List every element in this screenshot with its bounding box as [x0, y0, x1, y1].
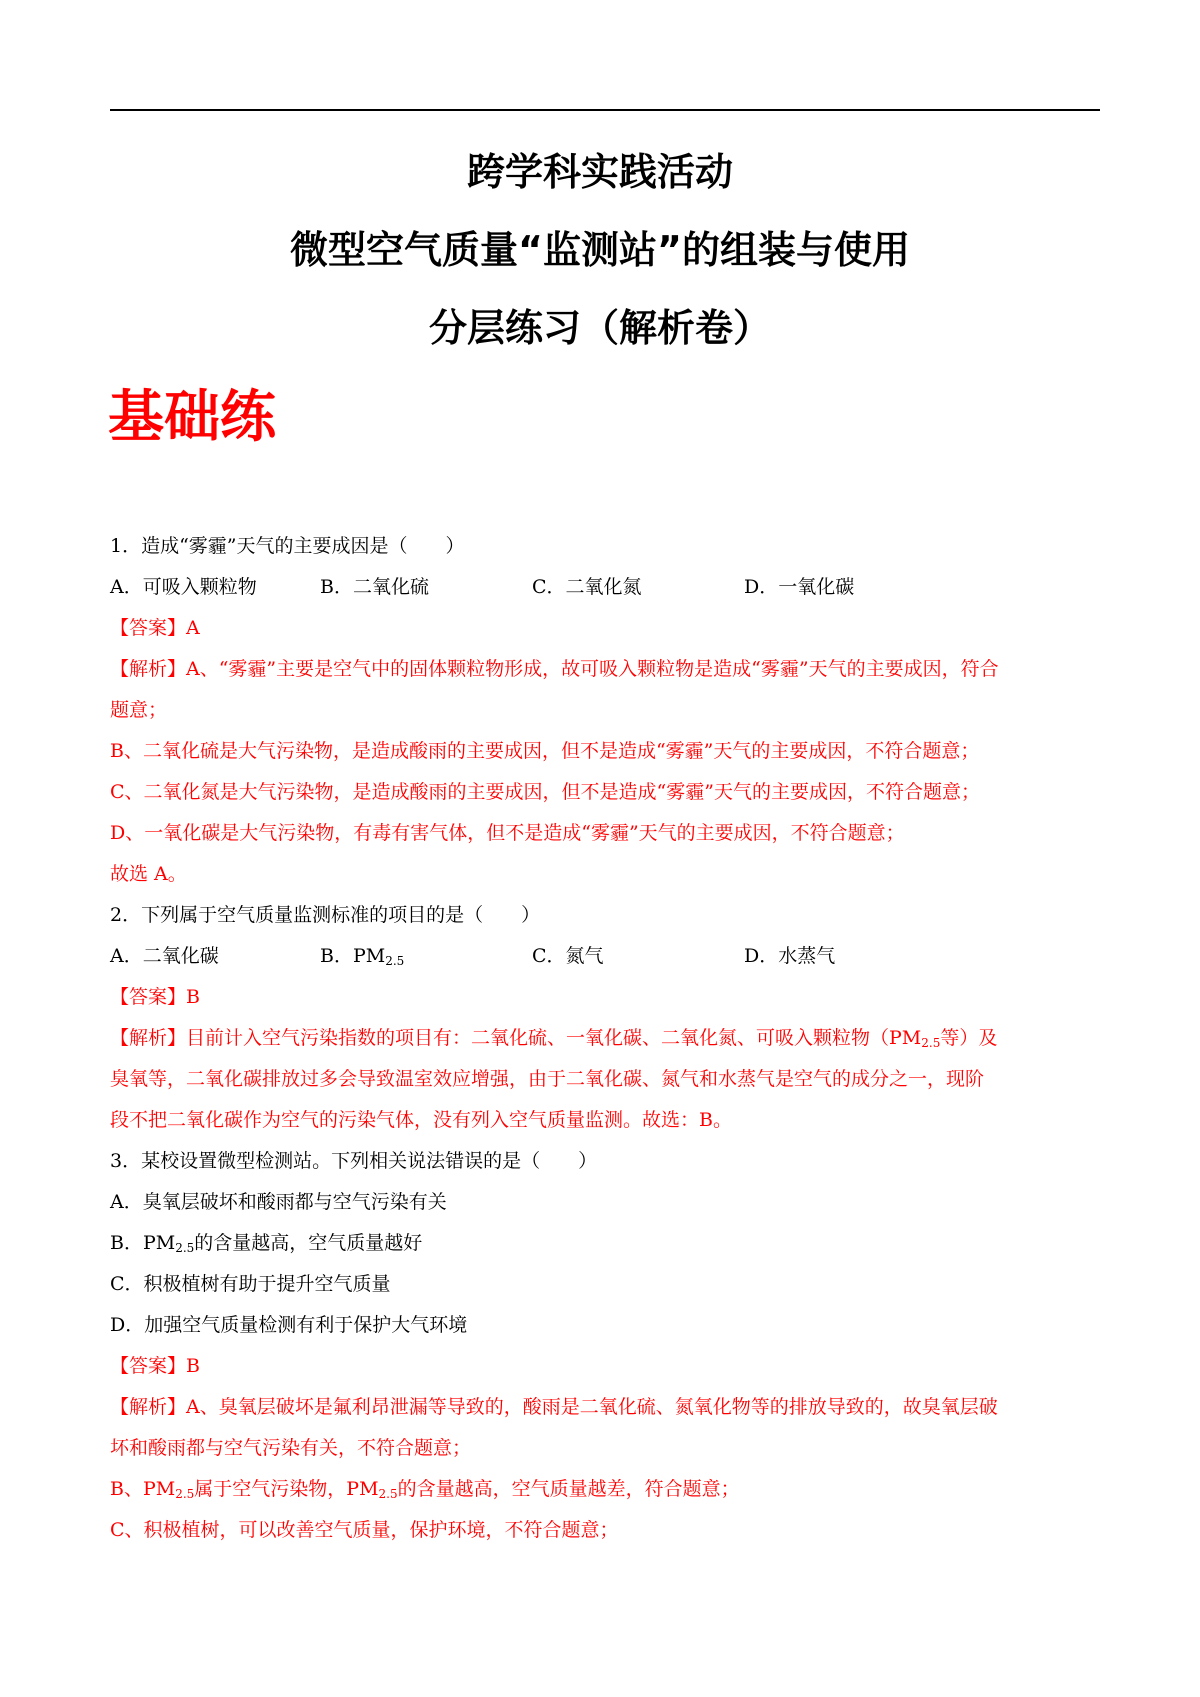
q1-analysis-line: 故选 A。 — [110, 863, 187, 885]
header-rule — [110, 109, 1100, 111]
q2-analysis-line: 【解析】目前计入空气污染指数的项目有：二氧化硫、一氧化碳、二氧化氮、可吸入颗粒物（$PM_{2.5}$等）及 — [110, 1027, 998, 1050]
q1-option-d: D．一氧化碳 — [744, 576, 855, 598]
q1-analysis-line: B、二氧化硫是大气污染物，是造成酸雨的主要成因，但不是造成“雾霾”天气的主要成因，不符合题意； — [110, 740, 980, 762]
q3-stem: 3．某校设置微型检测站。下列相关说法错误的是（ ） — [110, 1150, 598, 1172]
q2-option-a: A．二氧化碳 — [110, 945, 219, 967]
questions — [110, 526, 1100, 1551]
q3-analysis-line: 【解析】A、臭氧层破坏是氟利昂泄漏等导致的，酸雨是二氧化硫、氮氧化物等的排放导致的，故臭氧层破 — [110, 1396, 998, 1418]
q3-analysis-line: 坏和酸雨都与空气污染有关，不符合题意； — [110, 1437, 472, 1459]
q2-analysis-line: 段不把二氧化碳作为空气的污染气体，没有列入空气质量监测。故选：B。 — [110, 1109, 732, 1131]
page-subtitle: 微型空气质量“监测站”的组装与使用 — [290, 228, 910, 272]
q3-analysis-line: C、积极植树，可以改善空气质量，保护环境，不符合题意； — [110, 1519, 619, 1541]
page-title: 跨学科实践活动 — [466, 150, 733, 194]
q2-options — [110, 936, 1100, 977]
q2-option-d: D．水蒸气 — [744, 945, 836, 967]
q2-analysis-line: 臭氧等，二氧化碳排放过多会导致温室效应增强，由于二氧化碳、氮气和水蒸气是空气的成分之一，现阶 — [110, 1068, 985, 1090]
q1-option-c: C．二氧化氮 — [532, 576, 642, 598]
q3-answer: 【答案】B — [110, 1355, 200, 1377]
section-heading: 基础练 — [108, 384, 276, 450]
q3-analysis-line: B、$PM_{2.5}$属于空气污染物，$PM_{2.5}$的含量越高，空气质量越差，符合题意； — [110, 1478, 740, 1501]
q1-analysis-line: D、一氧化碳是大气污染物，有毒有害气体，但不是造成“雾霾”天气的主要成因，不符合题意； — [110, 822, 905, 844]
q2-answer: 【答案】B — [110, 986, 200, 1008]
q1-answer: 【答案】A — [110, 617, 200, 639]
q1-analysis-line: 题意； — [110, 699, 168, 721]
q3-option-c: C．积极植树有助于提升空气质量 — [110, 1273, 391, 1295]
q1-analysis-line: C、二氧化氮是大气污染物，是造成酸雨的主要成因，但不是造成“雾霾”天气的主要成因，不符合题意； — [110, 781, 980, 803]
q2-stem: 2．下列属于空气质量监测标准的项目的是（ ） — [110, 904, 541, 926]
q3-option-a: A．臭氧层破坏和酸雨都与空气污染有关 — [110, 1191, 447, 1213]
q1-options — [110, 567, 1100, 608]
q1-analysis-line: 【解析】A、“雾霾”主要是空气中的固体颗粒物形成，故可吸入颗粒物是造成“雾霾”天气的主要成因，符合 — [110, 658, 999, 680]
q2-option-c: C．氮气 — [532, 945, 604, 967]
q2-option-b: B．$PM_{2.5}$ — [320, 945, 405, 968]
q1-stem: 1．造成“雾霾”天气的主要成因是（ ） — [110, 535, 465, 557]
q1-option-b: B．二氧化硫 — [320, 576, 429, 598]
page-subtitle-2: 分层练习（解析卷） — [428, 306, 771, 350]
q3-option-b: B．$PM_{2.5}$的含量越高，空气质量越好 — [110, 1232, 423, 1255]
q3-option-d: D．加强空气质量检测有利于保护大气环境 — [110, 1314, 468, 1336]
q1-option-a: A．可吸入颗粒物 — [110, 576, 257, 598]
